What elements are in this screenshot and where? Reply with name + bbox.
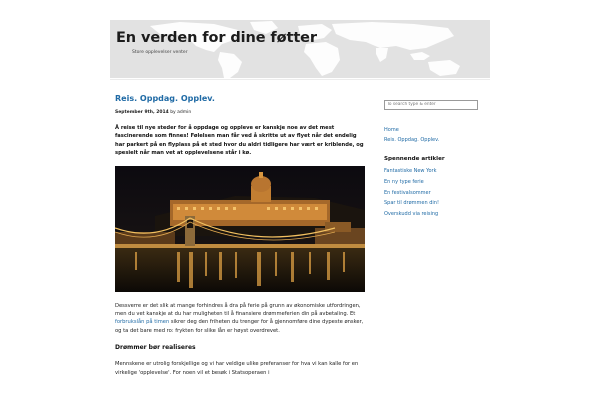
recent-post-link[interactable]: Spar til drømmen din! — [384, 200, 439, 207]
post-intro: Å reise til nye steder for å oppdage og oppleve er kanskje noe av det mest fascinerende som finnes! Følelsen man får ved å skritte ut av flyet når det endelig har parkert på en flyplass på et sted hvor du aldri tidligere har vært er kriblende, og spesielt når man vet at opplevelsene står i kø. — [115, 125, 364, 157]
post-paragraph-1 — [115, 302, 367, 336]
recent-post-link[interactable]: Fantastiske New York — [384, 168, 437, 174]
recent-posts-title: Spennende artikler — [384, 156, 445, 162]
post-title-link[interactable]: Reis. Oppdag. Opplev. — [115, 94, 215, 103]
post-date: September 9th, 2014 — [115, 110, 169, 115]
recent-posts-list — [384, 166, 494, 220]
pages-list — [384, 125, 494, 145]
recent-post-link[interactable]: En festivalsommer — [384, 189, 431, 196]
search-input[interactable] — [384, 100, 478, 110]
sidebar — [384, 90, 494, 220]
post-paragraph-1-text-after: sikrer deg den friheten du trenger for å gjennomføre dine dypeste ønsker, og ta det bare med ro: frykten for slike lån er høyst overdrevet. — [115, 319, 364, 334]
post-subheading: Drømmer bør realiseres — [115, 344, 196, 352]
nav-item-home[interactable]: Home — [384, 127, 399, 133]
post-author: admin — [177, 110, 192, 115]
site-tagline: Store opplevelser venter — [132, 50, 188, 55]
recent-post-link[interactable]: Overskudd via reising — [384, 211, 439, 218]
post-paragraph-2: Mennskene er utrolig forskjellige og vi har veldige ulike preferanser for hva vi kan kalle for en virkelige 'opplevelse'. For noen vil et besøk i Statsoperaen i — [115, 361, 359, 376]
main-content — [115, 94, 367, 377]
post-meta — [115, 110, 367, 115]
post-image-city-night — [115, 166, 365, 292]
site-header — [110, 20, 490, 78]
site-title[interactable]: En verden for dine føtter — [116, 30, 317, 46]
recent-post-link[interactable]: En ny type ferie — [384, 178, 424, 185]
header-divider — [110, 79, 490, 80]
loan-link[interactable]: forbrukslån på timen — [115, 319, 170, 326]
post-paragraph-1-text-before: Dessverre er det slik at mange forhindres å dra på ferie på grunn av økonomiske utfordringen, men du vet kanskje at du har muligheten til å finansiere drømmeferien din på avbetaling. Et — [115, 302, 361, 318]
nav-item-reis-oppdag-opplev[interactable]: Reis. Oppdag. Opplev. — [384, 137, 440, 143]
post-by-label: by — [170, 110, 176, 115]
world-map-icon — [110, 20, 490, 78]
